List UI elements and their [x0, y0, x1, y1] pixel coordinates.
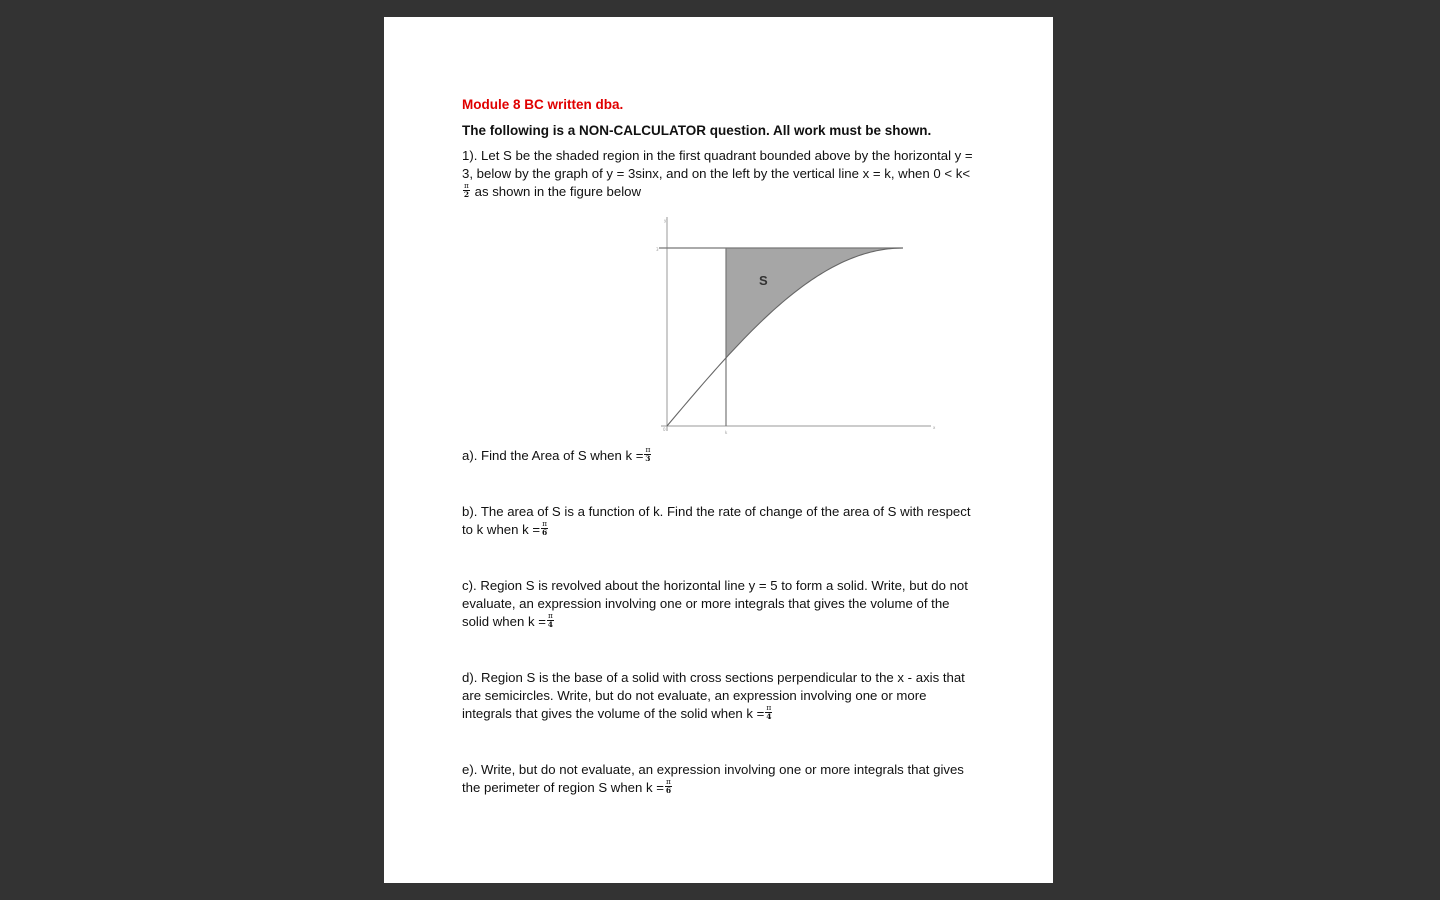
fraction-pi-over-6: $\frac{\pi}{6}$	[665, 777, 672, 796]
question-intro	[462, 147, 977, 201]
region-figure	[651, 213, 935, 435]
question-c	[462, 577, 977, 631]
fraction-pi-over-3: $\frac{\pi}{3}$	[645, 445, 651, 464]
question-a	[462, 447, 977, 465]
part-a-text: a). Find the Area of S when k =	[462, 448, 644, 463]
question-d	[462, 669, 977, 723]
fraction-pi-over-6: $\frac{\pi}{6}$	[541, 519, 548, 538]
question-b	[462, 503, 977, 539]
origin-label: 0	[663, 427, 666, 432]
intro-text-after: as shown in the figure below	[474, 184, 642, 199]
part-e-text: e). Write, but do not evaluate, an expression involving one or more integrals that gives the perimeter of region S when k =	[462, 762, 964, 795]
shaded-region-s	[726, 248, 903, 358]
question-e	[462, 761, 977, 797]
part-c-text: c). Region S is revolved about the horizontal line y = 5 to form a solid. Write, but do not evaluate, an expression involving one or more integrals that gives the volume of the solid when k =	[462, 578, 968, 629]
part-b-text: b). The area of S is a function of k. Find the rate of change of the area of S with respect to k when k =	[462, 504, 971, 537]
document-title: Module 8 BC written dba.	[462, 97, 624, 112]
fraction-pi-over-2: $\frac{\pi}{2}$	[463, 181, 470, 200]
x-axis-label: x	[933, 425, 936, 430]
fraction-pi-over-4: $\frac{\pi}{4}$	[547, 611, 554, 630]
part-d-text: d). Region S is the base of a solid with cross sections perpendicular to the x - axis that are semicircles. Write, but do not evaluate, an expression involving one or more integrals that gives the volume of the solid when k =	[462, 670, 965, 721]
document-page	[384, 17, 1053, 883]
y-tick-label: 3	[656, 247, 659, 252]
fraction-pi-over-4: $\frac{\pi}{4}$	[766, 703, 772, 722]
intro-text: 1). Let S be the shaded region in the first quadrant bounded above by the horizontal y = 3, below by the graph of y = 3sinx, and on the left by the vertical line x = k, when 0 < k<	[462, 148, 973, 181]
instructions-text: The following is a NON-CALCULATOR question. All work must be shown.	[462, 123, 932, 138]
k-label: k	[725, 430, 728, 435]
graph-svg	[651, 213, 935, 435]
y-axis-label: y	[664, 218, 667, 223]
region-label: S	[759, 273, 768, 288]
